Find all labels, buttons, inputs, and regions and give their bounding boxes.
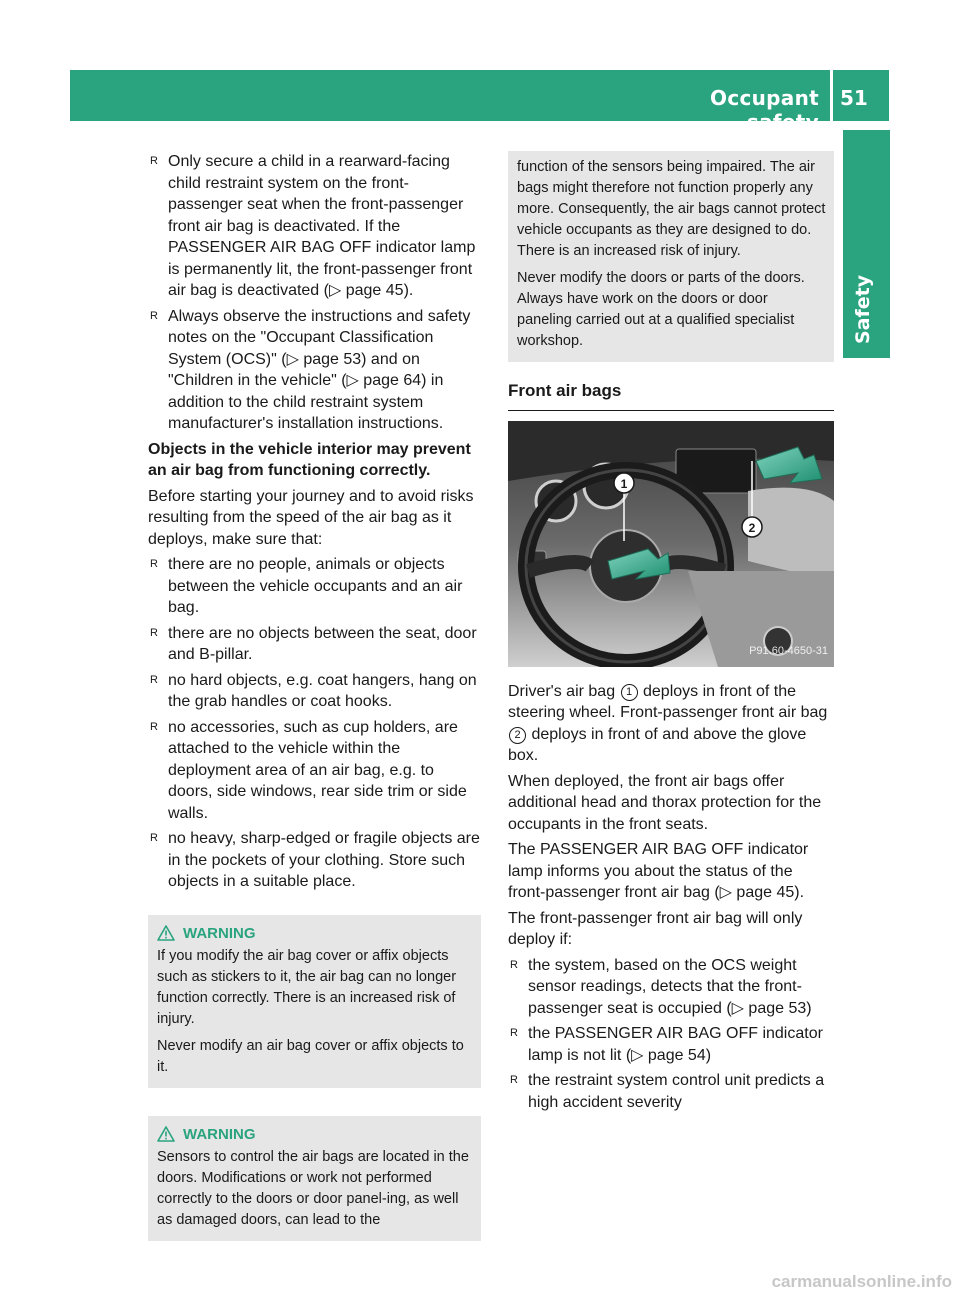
- figure-code: P91.60-4650-31: [749, 645, 828, 657]
- dashboard-illustration: [508, 421, 834, 667]
- bullet-icon: R: [510, 1074, 518, 1086]
- bullet-icon: R: [150, 309, 158, 322]
- section-title: Front air bags: [508, 380, 834, 411]
- warning-box: [148, 1116, 481, 1241]
- bullet-icon: R: [150, 673, 158, 686]
- list-item: R the system, based on the OCS weight sensor readings, detects that the front-passenger seat is occupied (▷ page 53): [510, 956, 812, 1017]
- list-item: R the restraint system control unit predicts a high accident severity: [510, 1072, 825, 1111]
- warning-title: WARNING: [183, 924, 256, 942]
- warning-header: [157, 1124, 473, 1145]
- callout-2-inline: 2: [509, 727, 526, 744]
- body-paragraph: The PASSENGER AIR BAG OFF indicator lamp informs you about the status of the front-passenger front air bag (▷ page 45).: [508, 841, 809, 901]
- list-item: R there are no people, animals or objects between the vehicle occupants and an air bag.: [150, 556, 463, 616]
- warning-text: function of the sensors being impaired. The air bags might therefore not function properly any more. Consequently, the air bags cannot protect vehicle occupants as they are designed to do. There is an increased risk of injury.: [517, 159, 826, 259]
- bullet-icon: R: [150, 832, 158, 844]
- warning-text: Never modify the doors or parts of the doors. Always have work on the doors or door paneling carried out at a qualified specialist workshop.: [517, 270, 805, 349]
- section-tab-label: Safety: [852, 274, 874, 344]
- watermark: carmanualsonline.info: [771, 1272, 952, 1291]
- warning-header: [157, 923, 473, 944]
- warning-text: If you modify the air bag cover or affix objects such as stickers to it, the air bag can no longer function correctly. There is an increased risk of injury.: [157, 947, 457, 1027]
- bold-heading: Objects in the vehicle interior may prevent an air bag from functioning correctly.: [148, 440, 471, 479]
- page-number: 51: [840, 86, 868, 110]
- list-item: R no heavy, sharp-edged or fragile objects are in the pockets of your clothing. Store such objects in a suitable place.: [150, 830, 480, 890]
- left-column: [148, 151, 481, 1241]
- body-paragraph: Driver's air bag 1 deploys in front of the steering wheel. Front-passenger front air bag 2 deploys in front of and above the glove box.: [508, 682, 828, 764]
- warning-box-continued: [508, 151, 834, 362]
- section-tab-label-wrap: [848, 274, 884, 350]
- list-item: R Only secure a child in a rearward-facing child restraint system on the front-passenger seat when the front-passenger front air bag is deactivated. If the PASSENGER AIR BAG OFF indicator lamp is permanently lit, the front-passenger front air bag is deactivated (▷ page 45).: [150, 153, 476, 299]
- warning-title: WARNING: [183, 1125, 256, 1143]
- page-title: Occupant safety: [710, 86, 819, 134]
- callout-1-inline: 1: [621, 684, 638, 701]
- list-item: R the PASSENGER AIR BAG OFF indicator lamp is not lit (▷ page 54): [510, 1025, 823, 1064]
- list-item: R Always observe the instructions and safety notes on the "Occupant Classification System (OCS)" (▷ page 53) and on "Children in the vehicle" (▷ page 64) in addition to the child restraint system manufacturer's installation instructions.: [150, 307, 471, 432]
- warning-triangle-icon: [157, 1126, 175, 1142]
- header-divider: [830, 70, 833, 121]
- bullet-icon: R: [150, 155, 158, 167]
- list-item: R there are no objects between the seat, door and B-pillar.: [150, 624, 477, 663]
- warning-text: Sensors to control the air bags are located in the doors. Modifications or work not performed correctly to the doors or door panel-ing, as well as damaged doors, can lead to the: [157, 1148, 469, 1228]
- warning-box: [148, 915, 481, 1088]
- bullet-icon: R: [510, 958, 518, 971]
- warning-text: Never modify an air bag cover or affix objects to it.: [157, 1037, 464, 1075]
- body-paragraph: When deployed, the front air bags offer additional head and thorax protection for the occupants in the front seats.: [508, 772, 822, 833]
- airbag-figure: [508, 421, 834, 667]
- callout-1: 1: [620, 476, 628, 491]
- list-item: R no hard objects, e.g. coat hangers, hang on the grab handles or coat hooks.: [150, 671, 477, 710]
- bullet-icon: R: [150, 626, 158, 639]
- intro-paragraph: Before starting your journey and to avoid risks resulting from the speed of the air bag as it deploys, make sure that:: [148, 487, 474, 548]
- bullet-icon: R: [510, 1027, 518, 1039]
- warning-triangle-icon: [157, 925, 175, 941]
- callout-2: 2: [748, 520, 756, 535]
- bullet-icon: R: [150, 720, 158, 733]
- right-column: [508, 151, 834, 1117]
- list-item: R no accessories, such as cup holders, are attached to the vehicle within the deployment area of an air bag, e.g. to doors, side windows, rear side trim or side walls.: [150, 718, 467, 822]
- bullet-icon: R: [150, 558, 158, 570]
- body-paragraph: The front-passenger front air bag will only deploy if:: [508, 909, 803, 948]
